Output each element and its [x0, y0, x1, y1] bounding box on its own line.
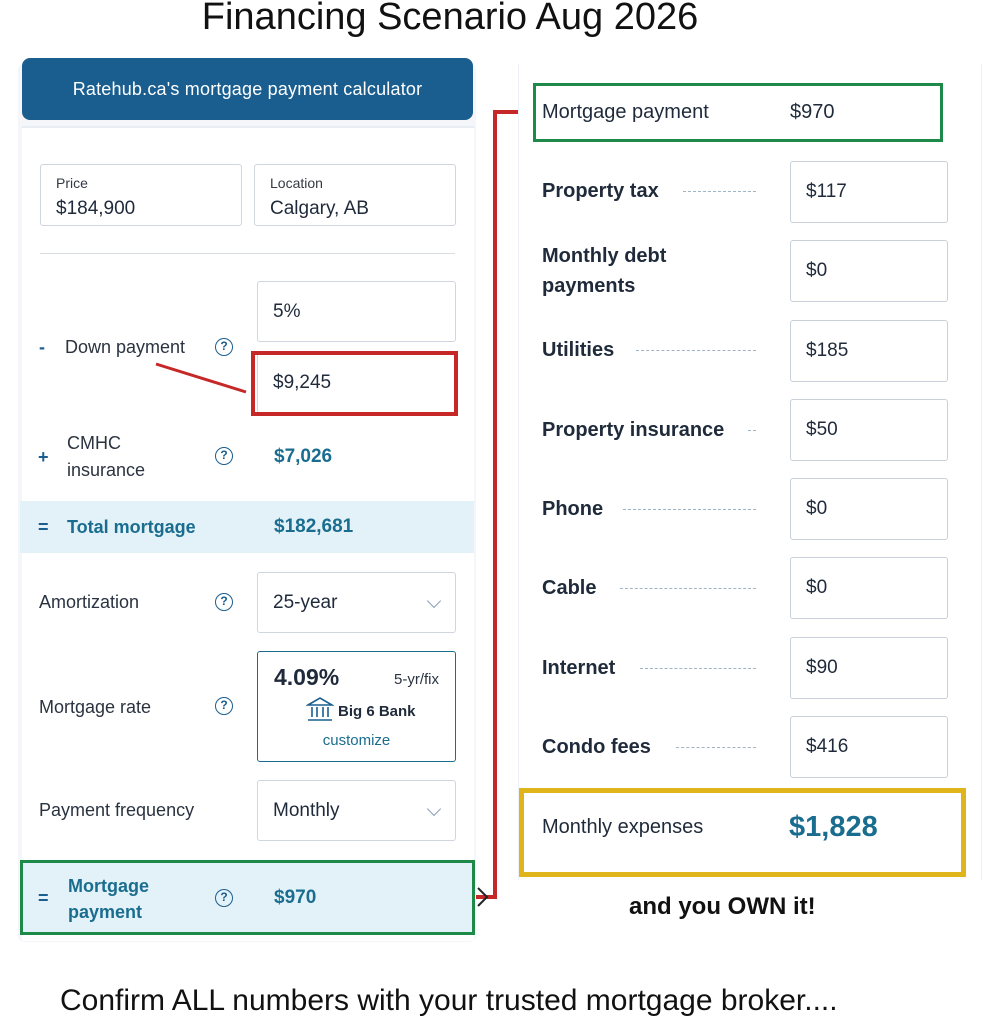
down-payment-highlight — [251, 351, 458, 416]
help-icon[interactable]: ? — [215, 889, 233, 907]
total-mortgage-label: Total mortgage — [67, 517, 196, 537]
condo-fees-label: Condo fees — [542, 736, 651, 758]
dotted-leader — [683, 191, 756, 192]
cable-field[interactable] — [790, 557, 948, 619]
chevron-down-icon — [427, 801, 441, 815]
help-icon[interactable]: ? — [215, 697, 233, 715]
mortgage-payment-summary-label: Mortgage payment — [542, 101, 709, 123]
minus-sign: - — [39, 337, 45, 357]
page-title: Financing Scenario Aug 2026 — [201, 0, 699, 38]
price-field[interactable] — [40, 164, 242, 226]
payment-frequency-label: Payment frequency — [39, 800, 195, 820]
cable-value: $0 — [806, 577, 828, 598]
monthly-debt-field[interactable] — [790, 240, 948, 302]
monthly-debt-value: $0 — [806, 260, 828, 281]
equals-sign: = — [38, 888, 49, 908]
monthly-debt-label-line1: Monthly debt — [542, 245, 667, 267]
location-value: Calgary, AB — [270, 198, 369, 219]
mortgage-payment-label-line1: Mortgage — [68, 876, 149, 896]
property-insurance-value: $50 — [806, 419, 838, 440]
dotted-leader — [636, 350, 756, 351]
mortgage-payment-highlight — [533, 83, 943, 142]
dotted-leader — [676, 747, 756, 748]
dotted-leader — [623, 509, 756, 510]
rate-value: 4.09% — [274, 664, 340, 690]
payment-frequency-select[interactable] — [257, 780, 456, 841]
amortization-value: 25-year — [273, 591, 338, 613]
dotted-leader — [620, 588, 756, 589]
condo-fees-value: $416 — [806, 736, 849, 757]
location-label: Location — [270, 175, 323, 191]
monthly-expenses-value: $1,828 — [789, 811, 878, 843]
footer-note: Confirm ALL numbers with your trusted mortgage broker.... — [60, 984, 838, 1017]
help-icon[interactable]: ? — [215, 338, 233, 356]
utilities-label: Utilities — [542, 339, 615, 361]
internet-label: Internet — [542, 657, 616, 679]
utilities-field[interactable] — [790, 320, 948, 382]
utilities-value: $185 — [806, 340, 849, 361]
chevron-down-icon — [427, 593, 441, 607]
property-tax-field[interactable] — [790, 161, 948, 223]
phone-field[interactable] — [790, 478, 948, 540]
mortgage-payment-summary-value: $970 — [790, 101, 835, 123]
property-insurance-field[interactable] — [790, 399, 948, 461]
property-insurance-label: Property insurance — [542, 419, 725, 441]
internet-field[interactable] — [790, 637, 948, 699]
chevron-right-icon — [476, 886, 490, 908]
property-tax-label: Property tax — [542, 180, 659, 202]
divider — [40, 253, 455, 254]
total-mortgage-value: $182,681 — [274, 516, 354, 537]
pointer-line — [150, 360, 250, 400]
location-field[interactable] — [254, 164, 456, 226]
internet-value: $90 — [806, 657, 838, 678]
bank-icon — [306, 695, 334, 723]
amortization-label: Amortization — [39, 592, 140, 612]
help-icon[interactable]: ? — [215, 447, 233, 465]
down-payment-amount: $9,245 — [273, 371, 332, 393]
cable-label: Cable — [542, 577, 597, 599]
rate-term: 5-yr/fix — [394, 671, 439, 688]
monthly-debt-label-line2: payments — [542, 275, 636, 297]
tagline: and you OWN it! — [629, 893, 816, 920]
mortgage-payment-label-line2: payment — [68, 902, 143, 922]
monthly-expenses-highlight — [519, 788, 966, 877]
price-label: Price — [56, 175, 88, 191]
lender-name: Big 6 Bank — [338, 703, 416, 720]
dotted-leader — [640, 668, 756, 669]
equals-sign: = — [38, 517, 49, 537]
condo-fees-field[interactable] — [790, 716, 948, 778]
monthly-expenses-label: Monthly expenses — [542, 816, 704, 838]
down-payment-label: Down payment — [65, 337, 186, 357]
connector-line — [493, 110, 497, 899]
mortgage-payment-value: $970 — [274, 887, 317, 908]
down-payment-percent: 5% — [273, 300, 301, 322]
payment-frequency-value: Monthly — [273, 799, 340, 821]
cmhc-label-line2: insurance — [67, 460, 146, 480]
mortgage-payment-band — [20, 860, 475, 935]
dotted-leader — [748, 430, 756, 431]
plus-sign: + — [38, 447, 49, 467]
customize-link[interactable]: customize — [322, 732, 391, 749]
amortization-select[interactable] — [257, 572, 456, 633]
mortgage-rate-card[interactable] — [257, 651, 456, 762]
property-tax-value: $117 — [806, 181, 847, 202]
mortgage-rate-label: Mortgage rate — [39, 697, 152, 717]
help-icon[interactable]: ? — [215, 593, 233, 611]
phone-value: $0 — [806, 498, 828, 519]
cmhc-label-line1: CMHC — [67, 433, 121, 453]
down-payment-percent-field[interactable] — [257, 281, 456, 342]
price-value: $184,900 — [56, 198, 136, 219]
calculator-header[interactable]: Ratehub.ca's mortgage payment calculator — [22, 58, 473, 120]
phone-label: Phone — [542, 498, 604, 520]
cmhc-value: $7,026 — [274, 446, 333, 467]
